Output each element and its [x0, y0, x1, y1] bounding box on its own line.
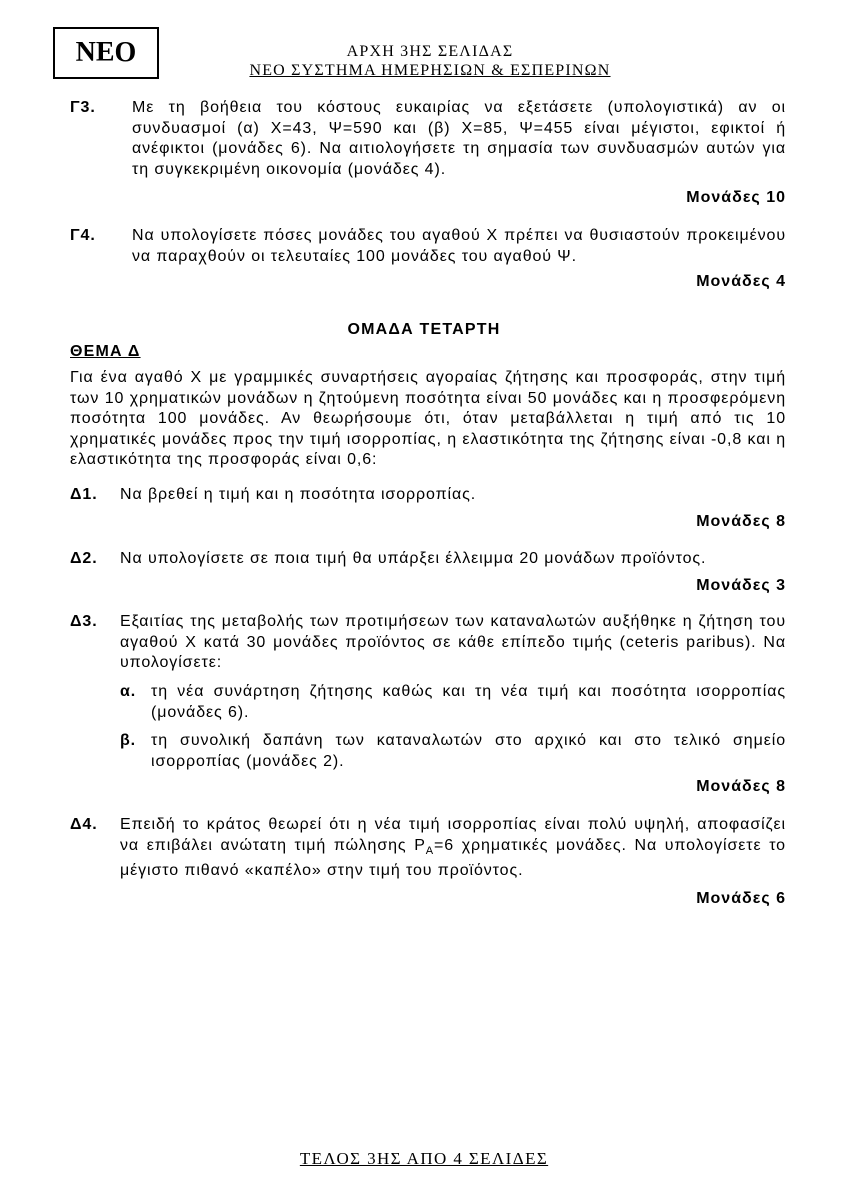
question-d2 [70, 549, 786, 570]
question-text-part-2: =6 χρηματικές μονάδες. Να υπολογίσετε το μέγιστο πιθανό «καπέλο» στην τιμή του προϊόντος. [120, 836, 786, 880]
units-d1: Μονάδες 8 [696, 513, 786, 530]
header-line-2: ΝΕΟ ΣΥΣΤΗΜΑ ΗΜΕΡΗΣΙΩΝ & ΕΣΠΕΡΙΝΩΝ [249, 62, 611, 79]
question-label: Δ4. [70, 816, 98, 833]
question-text [120, 815, 786, 882]
price-subscript: A [425, 844, 435, 857]
header-line-1: ΑΡΧΗ 3ΗΣ ΣΕΛΙΔΑΣ [346, 43, 514, 60]
question-d3 [70, 612, 786, 674]
question-label: Γ4. [70, 227, 96, 244]
question-label: Δ2. [70, 550, 98, 567]
question-label: Γ3. [70, 99, 96, 116]
question-g3 [70, 98, 786, 180]
question-d1 [70, 485, 786, 506]
subquestion-a [120, 682, 786, 723]
units-d4: Μονάδες 6 [696, 890, 786, 907]
question-text: Να υπολογίσετε σε ποια τιμή θα υπάρξει έλλειμμα 20 μονάδων προϊόντος. [120, 550, 707, 567]
neo-badge: ΝΕΟ [53, 27, 159, 79]
page-footer: ΤΕΛΟΣ 3ΗΣ ΑΠΟ 4 ΣΕΛΙΔΕΣ [299, 1149, 549, 1168]
subquestion-text: τη νέα συνάρτηση ζήτησης καθώς και τη νέα τιμή και ποσότητα ισορροπίας (μονάδες 6). [151, 683, 786, 721]
subquestion-label: β. [120, 732, 137, 749]
theme-intro: Για ένα αγαθό Χ με γραμμικές συναρτήσεις αγοραίας ζήτησης και προσφοράς, στην τιμή των 10 χρηματικών μονάδων η ζητούμενη ποσότητα είναι 50 μονάδες και η προσφερόμενη ποσότητα 100 μονάδες. Αν θεωρήσουμε ότι, όταν μεταβάλλεται η τιμή από τις 10 χρηματικές μονάδες προς την τιμή ισορροπίας, η ελαστικότητα της ζήτησης είναι -0,8 και η ελαστικότητα της προσφοράς είναι 0,6: [70, 369, 786, 468]
units-g4: Μονάδες 4 [696, 273, 786, 290]
subquestion-text: τη συνολική δαπάνη των καταναλωτών στο αρχικό και στο τελικό σημείο ισορροπίας (μονάδες 2). [151, 732, 786, 770]
group-title: ΟΜΑΔΑ ΤΕΤΑΡΤΗ [347, 321, 501, 338]
units-d2: Μονάδες 3 [696, 577, 786, 594]
question-d4 [70, 815, 786, 882]
subquestion-label: α. [120, 683, 137, 700]
question-text: Να υπολογίσετε πόσες μονάδες του αγαθού Χ πρέπει να θυσιαστούν προκειμένου να παραχθούν οι τελευταίες 100 μονάδες του αγαθού Ψ. [132, 227, 786, 265]
theme-title: ΘΕΜΑ Δ [70, 343, 141, 360]
question-text: Εξαιτίας της μεταβολής των προτιμήσεων των καταναλωτών αυξήθηκε η ζήτηση του αγαθού Χ κατά 30 μονάδες προϊόντος σε κάθε επίπεδο τιμής (ceteris paribus). Να υπολογίσετε: [120, 613, 786, 671]
page-header [220, 42, 640, 80]
question-g4 [70, 226, 786, 267]
question-text: Να βρεθεί η τιμή και η ποσότητα ισορροπίας. [120, 486, 477, 503]
question-text: Με τη βοήθεια του κόστους ευκαιρίας να εξετάσετε (υπολογιστικά) αν οι συνδυασμοί (α) Χ=43, Ψ=590 και (β) Χ=85, Ψ=455 είναι μέγιστοι, εφικτοί ή ανέφικτοι (μονάδες 6). Να αιτιολογήσετε τη σημασία των συνδυασμών αυτών για τη συγκεκριμένη οικονομία (μονάδες 4). [132, 99, 786, 178]
subquestion-b [120, 731, 786, 772]
question-text-part-1: Επειδή το κράτος θεωρεί ότι η νέα τιμή ισορροπίας είναι πολύ υψηλή, αποφασίζει να επιβάλει ανώτατη τιμή πώλησης P [120, 816, 786, 854]
question-label: Δ1. [70, 486, 98, 503]
units-g3: Μονάδες 10 [686, 189, 786, 206]
question-label: Δ3. [70, 613, 98, 630]
units-d3: Μονάδες 8 [696, 778, 786, 795]
